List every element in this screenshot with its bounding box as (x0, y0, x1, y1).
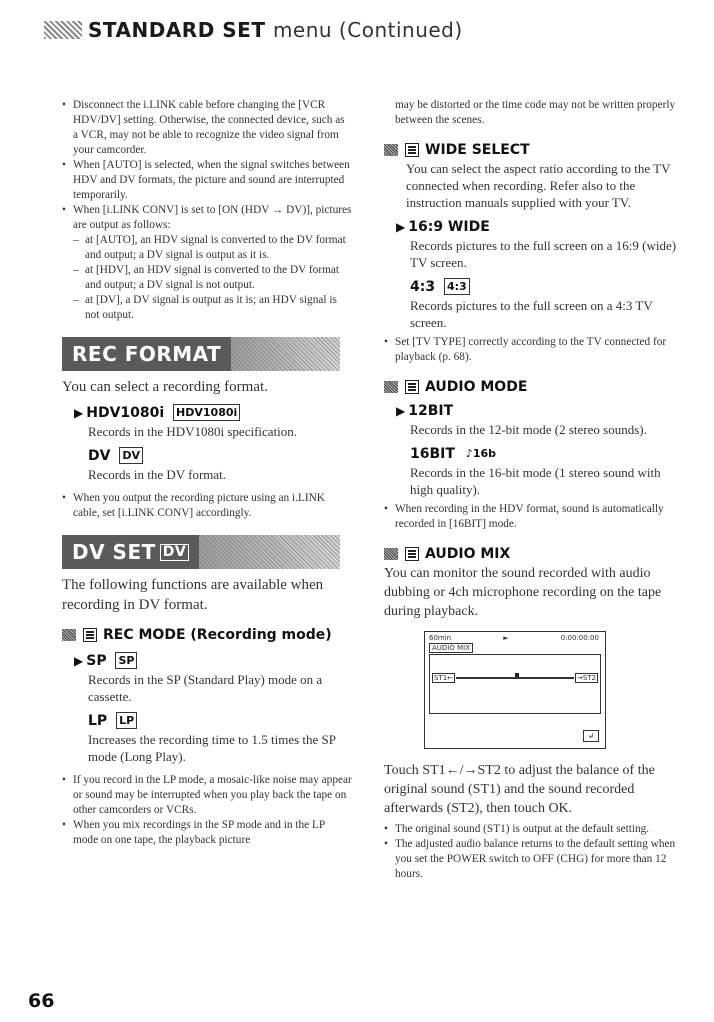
list-item (62, 203, 352, 323)
list-item: • Set [TV TYPE] correctly according to the TV connected for playback (p. 68). (384, 335, 680, 365)
list-item: • The adjusted audio balance returns to the default setting when you set the POWER switch to OFF (CHG) for more than 12 hours. (384, 837, 680, 882)
tape-remaining: 60min (429, 634, 452, 642)
option-sp: ▶ SP SP (74, 651, 352, 671)
option-lp-desc: Increases the recording time to 1.5 times the SP mode (Long Play). (88, 732, 336, 764)
sub-item: – at [DV], a DV signal is output as it is; an HDV signal is not output. (73, 293, 352, 323)
audio-mix-notes (384, 822, 680, 882)
menu-icon (405, 547, 419, 561)
audio-mix-instructions: Touch ST1←/→ST2 to adjust the balance of the original sound (ST1) and the sound recorded afterwards (ST2), then touch OK. (384, 763, 655, 816)
selected-arrow-icon: ▶ (74, 406, 84, 420)
menu-icon (83, 628, 97, 642)
dv-set-banner (62, 535, 340, 569)
option-4-3-desc: Records pictures to the full screen on a 4:3 TV screen. (410, 298, 653, 330)
page-number: 66 (28, 990, 55, 1012)
rec-format-notes (62, 491, 352, 521)
option-lp: LP LP (88, 711, 352, 731)
header-pattern-icon (44, 21, 82, 39)
st2-button[interactable]: →ST2 (576, 674, 596, 682)
section-pattern-icon (384, 381, 398, 393)
rec-format-intro: You can select a recording format. (62, 379, 268, 395)
option-16bit-desc: Records in the 16-bit mode (1 stereo sound with high quality). (410, 465, 661, 497)
list-item: • The original sound (ST1) is output at the default setting. (384, 822, 680, 837)
menu-icon (405, 143, 419, 157)
timecode: 0:00:00:00 (560, 634, 599, 642)
left-column (62, 98, 352, 848)
option-16bit: 16BIT ♪16b (410, 446, 496, 462)
audio-mix-screen (424, 631, 606, 749)
st1-button[interactable]: ST1← (434, 674, 454, 682)
section-pattern-icon (384, 144, 398, 156)
right-column (384, 98, 680, 882)
option-sp-desc: Records in the SP (Standard Play) mode on a cassette. (88, 672, 323, 704)
audio-mix-heading: AUDIO MIX (384, 544, 680, 564)
list-item: • Disconnect the i.LINK cable before changing the [VCR HDV/DV] setting. Otherwise, the connected device, such as a VCR, may not be able to recognize the video signal from your camcorder. (62, 98, 352, 158)
option-4-3: 4:3 4:3 (410, 277, 680, 297)
balance-panel (429, 654, 601, 714)
selected-arrow-icon: ▶ (396, 404, 406, 418)
dv-set-banner-label: DV SET DV (62, 535, 199, 569)
lp-icon: LP (116, 712, 137, 729)
list-item: • If you record in the LP mode, a mosaic-like noise may appear or sound may be interrupted when you play back the tape on other camcorders or VCRs. (62, 773, 352, 818)
header-title: STANDARD SET (88, 18, 266, 42)
sub-list (73, 233, 352, 323)
screen-status-row (425, 632, 605, 642)
list-item: • When you mix recordings in the SP mode and in the LP mode on one tape, the playback picture (62, 818, 352, 848)
continued-note: may be distorted or the time code may not be written properly between the scenes. (395, 99, 676, 126)
balance-knob[interactable] (515, 673, 519, 677)
option-hdv1080i: ▶ HDV1080i HDV1080i (74, 403, 352, 423)
option-12bit: ▶ 12BIT (396, 403, 454, 419)
dv-set-intro: The following functions are available when recording in DV format. (62, 577, 324, 613)
section-pattern-icon (62, 629, 76, 641)
option-dv-desc: Records in the DV format. (88, 467, 227, 482)
menu-icon (405, 380, 419, 394)
dv-icon: DV (119, 447, 143, 464)
selected-arrow-icon: ▶ (396, 220, 406, 234)
wide-select-heading: WIDE SELECT (384, 140, 680, 160)
list-item: • When recording in the HDV format, sound is automatically recorded in [16BIT] mode. (384, 502, 680, 532)
page-header (44, 18, 463, 42)
option-hdv1080i-desc: Records in the HDV1080i specification. (88, 424, 298, 439)
list-item: • When you output the recording picture using an i.LINK cable, set [i.LINK CONV] accordingly. (62, 491, 352, 521)
rec-format-banner-label: REC FORMAT (62, 337, 231, 371)
header-continued: menu (Continued) (272, 18, 463, 42)
option-16-9-desc: Records pictures to the full screen on a 16:9 (wide) TV screen. (410, 238, 677, 270)
dv-set-icon: DV (160, 544, 189, 561)
rec-format-banner (62, 337, 340, 371)
audio-mode-notes (384, 502, 680, 532)
wide-select-desc: You can select the aspect ratio according to the TV connected when recording. Refer also to the instruction manuals supplied with your TV. (406, 161, 671, 210)
audio-16bit-icon: ♪16b (465, 447, 496, 460)
screen-label: AUDIO MIX (429, 643, 473, 653)
option-16-9-wide: ▶ 16:9 WIDE (396, 219, 490, 235)
list-item: • When [AUTO] is selected, when the signal switches between HDV and DV formats, the picture and sound are interrupted temporarily. (62, 158, 352, 203)
selected-arrow-icon: ▶ (74, 654, 84, 668)
balance-track (456, 677, 574, 679)
play-icon: ► (503, 634, 509, 642)
option-12bit-desc: Records in the 12-bit mode (2 stereo sounds). (410, 422, 647, 437)
sub-item: – at [AUTO], an HDV signal is converted to the DV format and output; a DV signal is output as it is. (73, 233, 352, 263)
option-dv: DV DV (88, 446, 352, 466)
rec-mode-notes (62, 773, 352, 848)
rec-mode-heading: REC MODE (Recording mode) (62, 625, 352, 645)
list-item-text: When [i.LINK CONV] is set to [ON (HDV → DV)], pictures are output as follows: (73, 204, 352, 231)
audio-mode-heading: AUDIO MODE (384, 377, 680, 397)
return-icon[interactable]: ↲ (583, 730, 599, 742)
sub-item: – at [HDV], an HDV signal is converted to the DV format and output; a DV signal is not output. (73, 263, 352, 293)
hdv1080i-icon: HDV1080i (173, 404, 240, 421)
audio-mix-desc: You can monitor the sound recorded with audio dubbing or 4ch microphone recording on the tape during playback. (384, 566, 662, 619)
section-pattern-icon (384, 548, 398, 560)
sp-icon: SP (115, 652, 137, 669)
left-bullet-list (62, 98, 352, 323)
aspect-4-3-icon: 4:3 (444, 278, 470, 295)
wide-select-notes (384, 335, 680, 365)
